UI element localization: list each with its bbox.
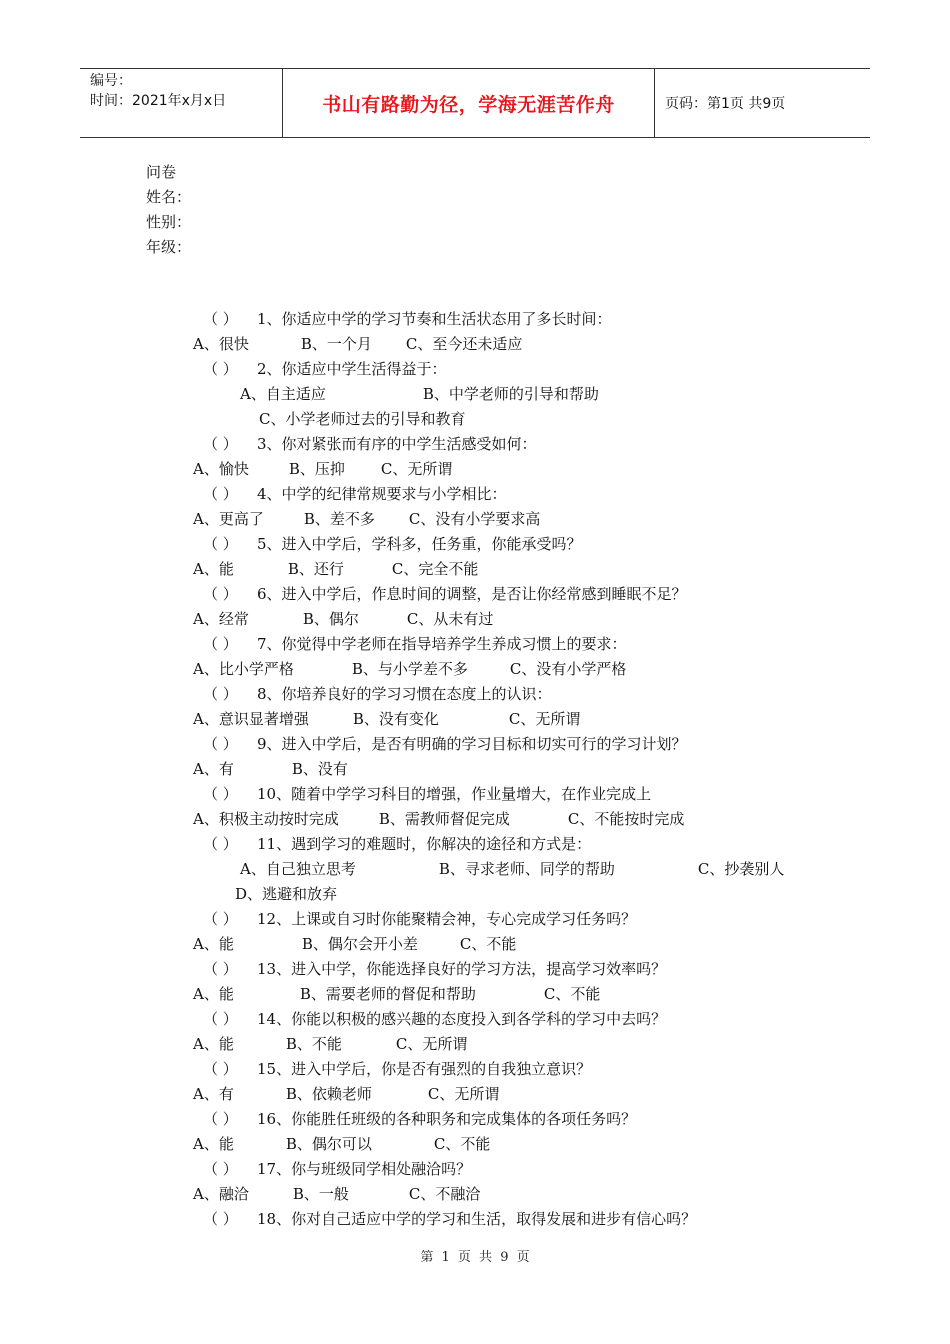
name-field-label: 姓名： (146, 188, 192, 206)
option-a[interactable]: A、经常 (193, 610, 249, 628)
option-a[interactable]: A、积极主动按时完成 (193, 810, 339, 828)
question-8 (146, 682, 816, 707)
question-3-options (146, 457, 816, 482)
option-b[interactable]: B、需教师督促完成 (378, 810, 510, 828)
question-1 (146, 307, 816, 332)
option-a[interactable]: A、能 (193, 1035, 234, 1053)
option-d[interactable]: D、逃避和放弃 (235, 885, 338, 903)
option-c[interactable]: C、不能 (543, 985, 601, 1003)
question-text: 8、你培养良好的学习习惯在态度上的认识： (257, 685, 552, 703)
option-a[interactable]: A、自主适应 (240, 385, 326, 403)
time-label: 时间：2021年x月x日 (90, 93, 227, 109)
question-text: 6、进入中学后，作息时间的调整，是否让你经常感到睡眠不足？ (257, 585, 687, 603)
option-c[interactable]: C、不融洽 (408, 1185, 481, 1203)
question-text: 10、随着中学学习科目的增强，作业量增大，在作业完成上 (257, 785, 652, 803)
answer-blank[interactable]: （ ） (203, 535, 238, 553)
answer-blank[interactable]: （ ） (203, 1210, 238, 1228)
option-a[interactable]: A、能 (193, 985, 234, 1003)
option-c[interactable]: C、完全不能 (391, 560, 479, 578)
option-a[interactable]: A、有 (193, 1085, 234, 1103)
option-a[interactable]: A、很快 (193, 335, 249, 353)
question-6 (146, 582, 816, 607)
question-15-options (146, 1082, 816, 1107)
question-text: 9、进入中学后，是否有明确的学习目标和切实可行的学习计划？ (257, 735, 687, 753)
option-c[interactable]: C、无所谓 (395, 1035, 468, 1053)
answer-blank[interactable]: （ ） (203, 960, 238, 978)
question-11-options (146, 857, 816, 907)
answer-blank[interactable]: （ ） (203, 1160, 238, 1178)
document-title: 问卷 (146, 163, 177, 181)
question-text: 5、进入中学后，学科多，任务重，你能承受吗？ (257, 535, 582, 553)
page-footer: 第 1 页 共 9 页 (420, 1250, 530, 1265)
question-1-options (146, 332, 816, 357)
option-b[interactable]: B、偶尔可以 (285, 1135, 372, 1153)
question-text: 13、进入中学，你能选择良好的学习方法，提高学习效率吗？ (257, 960, 667, 978)
question-5 (146, 532, 816, 557)
question-13-options (146, 982, 816, 1007)
option-c[interactable]: C、没有小学严格 (509, 660, 627, 678)
option-c[interactable]: C、至今还未适应 (405, 335, 523, 353)
option-b[interactable]: B、差不多 (303, 510, 375, 528)
question-text: 7、你觉得中学老师在指导培养学生养成习惯上的要求： (257, 635, 627, 653)
question-text: 14、你能以积极的感兴趣的态度投入到各学科的学习中去吗？ (257, 1010, 667, 1028)
question-7-options (146, 657, 816, 682)
option-b[interactable]: B、需要老师的督促和帮助 (299, 985, 476, 1003)
question-3 (146, 432, 816, 457)
question-text: 16、你能胜任班级的各种职务和完成集体的各项任务吗？ (257, 1110, 637, 1128)
question-text: 4、中学的纪律常规要求与小学相比： (257, 485, 507, 503)
option-a[interactable]: A、愉快 (193, 460, 249, 478)
option-a[interactable]: A、更高了 (193, 510, 264, 528)
number-label: 编号： (90, 73, 132, 89)
option-c[interactable]: C、不能按时完成 (567, 810, 685, 828)
header-page-info: 页码：第1页 共9页 (665, 96, 786, 112)
option-b[interactable]: B、中学老师的引导和帮助 (422, 385, 599, 403)
option-b[interactable]: B、没有 (291, 760, 348, 778)
option-b[interactable]: B、一个月 (300, 335, 372, 353)
option-a[interactable]: A、比小学严格 (193, 660, 294, 678)
option-c[interactable]: C、无所谓 (508, 710, 581, 728)
answer-blank[interactable]: （ ） (203, 310, 238, 328)
option-b[interactable]: B、还行 (287, 560, 344, 578)
question-text: 15、进入中学后，你是否有强烈的自我独立意识？ (257, 1060, 592, 1078)
grade-field-label: 年级： (146, 238, 192, 256)
question-17 (146, 1157, 816, 1182)
option-a[interactable]: A、自己独立思考 (240, 860, 356, 878)
question-16-options (146, 1132, 816, 1157)
option-b[interactable]: B、没有变化 (352, 710, 439, 728)
question-9 (146, 732, 816, 757)
question-15 (146, 1057, 816, 1082)
question-2 (146, 357, 816, 382)
option-b[interactable]: B、一般 (292, 1185, 349, 1203)
answer-blank[interactable]: （ ） (203, 435, 238, 453)
question-9-options (146, 757, 816, 782)
question-text: 11、遇到学习的难题时，你解决的途径和方式是： (257, 835, 592, 853)
answer-blank[interactable]: （ ） (203, 785, 238, 803)
option-b[interactable]: B、偶尔 (302, 610, 359, 628)
question-4 (146, 482, 816, 507)
question-7 (146, 632, 816, 657)
option-a[interactable]: A、意识显著增强 (193, 710, 309, 728)
option-c[interactable]: C、不能 (433, 1135, 491, 1153)
answer-blank[interactable]: （ ） (203, 1110, 238, 1128)
option-b[interactable]: B、寻求老师、同学的帮助 (438, 860, 615, 878)
option-a[interactable]: A、能 (193, 560, 234, 578)
question-17-options (146, 1182, 816, 1207)
option-b[interactable]: B、偶尔会开小差 (301, 935, 418, 953)
option-c[interactable]: C、不能 (459, 935, 517, 953)
question-list (146, 307, 816, 1232)
question-8-options (146, 707, 816, 732)
option-c[interactable]: C、无所谓 (380, 460, 453, 478)
question-16 (146, 1107, 816, 1132)
option-b[interactable]: B、不能 (285, 1035, 342, 1053)
question-text: 2、你适应中学生活得益于： (257, 360, 447, 378)
respondent-info (146, 160, 191, 260)
question-18 (146, 1207, 816, 1232)
question-2-options (146, 382, 816, 432)
question-14 (146, 1007, 816, 1032)
answer-blank[interactable]: （ ） (203, 735, 238, 753)
question-4-options (146, 507, 816, 532)
option-a[interactable]: A、融洽 (193, 1185, 249, 1203)
question-text: 12、上课或自习时你能聚精会神，专心完成学习任务吗？ (257, 910, 637, 928)
page-header (80, 68, 870, 138)
answer-blank[interactable]: （ ） (203, 685, 238, 703)
question-12 (146, 907, 816, 932)
question-6-options (146, 607, 816, 632)
answer-blank[interactable]: （ ） (203, 835, 238, 853)
answer-blank[interactable]: （ ） (203, 1060, 238, 1078)
option-c[interactable]: C、没有小学要求高 (408, 510, 541, 528)
option-c[interactable]: C、抄袭别人 (697, 860, 785, 878)
answer-blank[interactable]: （ ） (203, 910, 238, 928)
option-a[interactable]: A、能 (193, 1135, 234, 1153)
answer-blank[interactable]: （ ） (203, 585, 238, 603)
question-text: 18、你对自己适应中学的学习和生活，取得发展和进步有信心吗？ (257, 1210, 697, 1228)
answer-blank[interactable]: （ ） (203, 635, 238, 653)
option-a[interactable]: A、能 (193, 935, 234, 953)
answer-blank[interactable]: （ ） (203, 360, 238, 378)
question-text: 1、你适应中学的学习节奏和生活状态用了多长时间： (257, 310, 612, 328)
question-12-options (146, 932, 816, 957)
header-left-cell (80, 69, 283, 137)
question-text: 3、你对紧张而有序的中学生活感受如何： (257, 435, 537, 453)
header-motto: 书山有路勤为径，学海无涯苦作舟 (283, 69, 655, 137)
option-c[interactable]: C、无所谓 (427, 1085, 500, 1103)
option-c[interactable]: C、从未有过 (406, 610, 494, 628)
question-text: 17、你与班级同学相处融洽吗？ (257, 1160, 472, 1178)
answer-blank[interactable]: （ ） (203, 485, 238, 503)
question-5-options (146, 557, 816, 582)
option-b[interactable]: B、依赖老师 (285, 1085, 372, 1103)
answer-blank[interactable]: （ ） (203, 1010, 238, 1028)
question-10-options (146, 807, 816, 832)
option-a[interactable]: A、有 (193, 760, 234, 778)
option-c[interactable]: C、小学老师过去的引导和教育 (259, 410, 466, 428)
question-14-options (146, 1032, 816, 1057)
option-b[interactable]: B、与小学差不多 (351, 660, 468, 678)
option-b[interactable]: B、压抑 (288, 460, 345, 478)
gender-field-label: 性别： (146, 213, 192, 231)
question-11 (146, 832, 816, 857)
question-10 (146, 782, 816, 807)
question-13 (146, 957, 816, 982)
